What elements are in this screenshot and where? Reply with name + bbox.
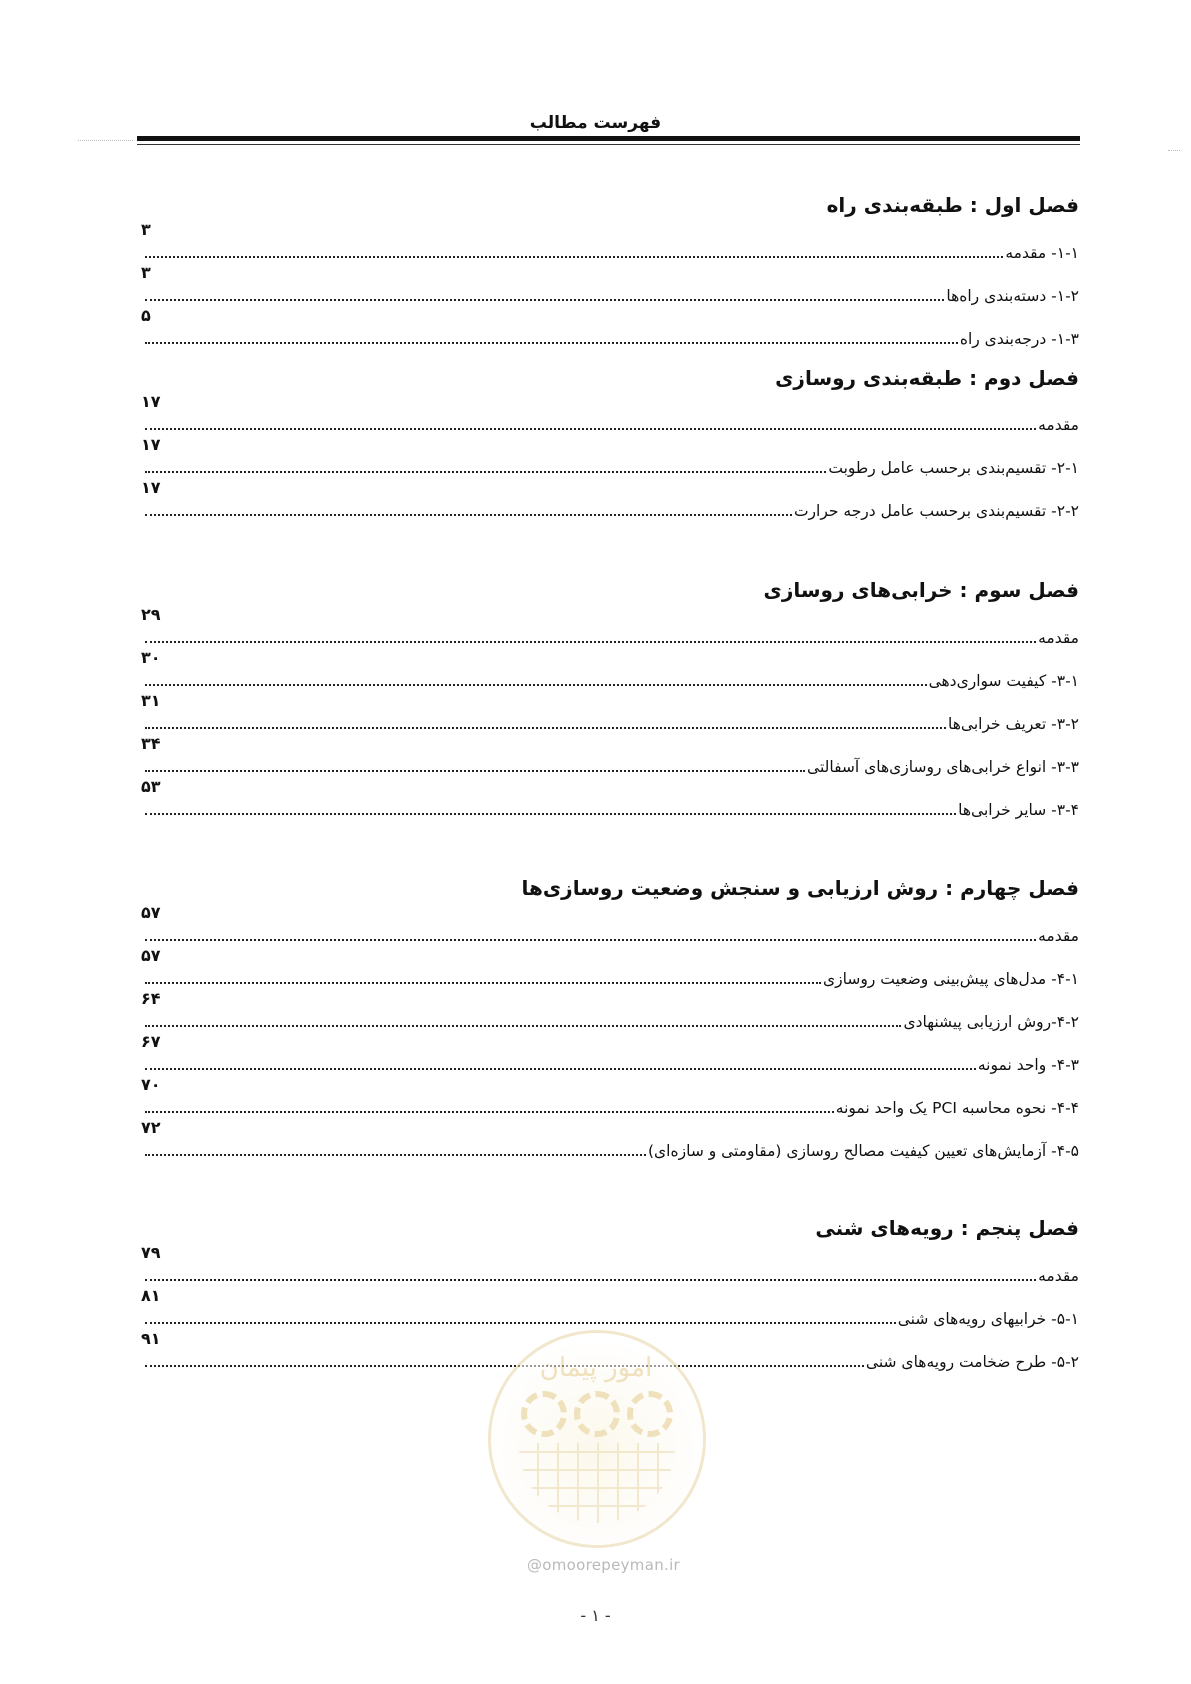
toc-entry-page: ۵۷ — [141, 946, 161, 965]
toc-entry-page: ۹۱ — [141, 1329, 161, 1348]
dot-leader — [145, 641, 1036, 643]
toc-entry[interactable] — [141, 946, 1079, 988]
scan-artifact — [1168, 150, 1180, 152]
toc-entry-label: ۳-۴- سایر خرابی‌ها — [958, 801, 1079, 819]
toc-entry-page: ۳۰ — [141, 648, 161, 667]
dot-leader — [145, 939, 1036, 941]
dot-leader — [145, 1154, 646, 1156]
toc-entry-label: ۲-۲- تقسیم‌بندی برحسب عامل درجه حرارت — [793, 502, 1079, 520]
gear-icon — [627, 1391, 673, 1437]
dot-leader — [145, 514, 792, 516]
page-number: - ۱ - — [580, 1606, 611, 1625]
toc-entry[interactable] — [141, 1286, 1079, 1328]
toc-entry-label: ۴-۵- آزمایش‌های تعیین کیفیت مصالح روسازی (مقاومتی و سازه‌ای) — [648, 1142, 1079, 1160]
watermark-seal — [488, 1330, 706, 1548]
dot-leader — [145, 813, 956, 815]
chapter-title: فصل دوم : طبقه‌بندی روسازی — [775, 366, 1079, 390]
dot-leader — [145, 471, 826, 473]
toc-entry-page: ۱۷ — [141, 435, 161, 454]
dot-leader — [145, 1365, 864, 1367]
chapter-title: فصل اول : طبقه‌بندی راه — [826, 193, 1079, 217]
toc-entry[interactable] — [141, 263, 1079, 305]
toc-entry[interactable] — [141, 306, 1079, 348]
toc-entry[interactable] — [141, 392, 1079, 434]
toc-entry[interactable] — [141, 1032, 1079, 1074]
toc-entry-label: ۴-۴- نحوه محاسبه PCI یک واحد نمونه — [835, 1099, 1079, 1117]
chapter-title: فصل چهارم : روش ارزیابی و سنجش وضعیت روسازی‌ها — [521, 876, 1079, 900]
toc-entry-label: ۴-۱- مدل‌های پیش‌بینی وضعیت روسازی — [823, 970, 1079, 988]
toc-entry-page: ۵ — [141, 306, 151, 325]
toc-entry-page: ۷۹ — [141, 1243, 161, 1262]
toc-entry-label: ۳-۲- تعریف خرابی‌ها — [948, 715, 1079, 733]
chapter-title: فصل سوم : خرابی‌های روسازی — [763, 578, 1079, 602]
chapter-title: فصل پنجم : رویه‌های شنی — [815, 1216, 1079, 1240]
dot-leader — [145, 770, 805, 772]
page-title: فهرست مطالب — [529, 113, 662, 133]
toc-entry-label: ۳-۳- انواع خرابی‌های روسازی‌های آسفالتی — [807, 758, 1079, 776]
toc-entry[interactable] — [141, 478, 1079, 520]
toc-entry[interactable] — [141, 1118, 1079, 1160]
toc-entry-page: ۳ — [141, 220, 151, 239]
toc-entry-page: ۳۴ — [141, 734, 161, 753]
toc-entry-label: مقدمه — [1038, 927, 1079, 945]
toc-entry[interactable] — [141, 435, 1079, 477]
dot-leader — [145, 299, 944, 301]
dot-leader — [145, 342, 958, 344]
toc-entry[interactable] — [141, 220, 1079, 262]
toc-entry-page: ۱۷ — [141, 392, 161, 411]
toc-entry-label: ۱-۳- درجه‌بندی راه — [959, 330, 1079, 348]
watermark-grid — [519, 1443, 675, 1523]
toc-entry[interactable] — [141, 605, 1079, 647]
dot-leader — [145, 1111, 834, 1113]
dot-leader — [145, 1025, 901, 1027]
dot-leader — [145, 684, 927, 686]
toc-entry[interactable] — [141, 1243, 1079, 1285]
toc-entry[interactable] — [141, 1075, 1079, 1117]
toc-entry-page: ۳ — [141, 263, 151, 282]
dot-leader — [145, 256, 1003, 258]
dot-leader — [145, 727, 946, 729]
watermark-script: امور پیمان — [539, 1353, 653, 1383]
gear-icon — [521, 1391, 567, 1437]
toc-entry-page: ۶۷ — [141, 1032, 161, 1051]
toc-entry[interactable] — [141, 691, 1079, 733]
toc-entry-label: ۴-۲-روش ارزیابی پیشنهادی — [903, 1013, 1079, 1031]
toc-entry-label: ۵-۲- طرح ضخامت رویه‌های شنی — [865, 1353, 1079, 1371]
toc-entry-page: ۷۲ — [141, 1118, 161, 1137]
toc-entry-page: ۳۱ — [141, 691, 161, 710]
toc-entry-label: ۴-۳- واحد نمونه — [977, 1056, 1079, 1074]
gear-icon — [574, 1391, 620, 1437]
toc-entry-label: ۳-۱- کیفیت سواری‌دهی — [928, 672, 1079, 690]
toc-entry-label: مقدمه — [1038, 629, 1079, 647]
header-rule — [137, 136, 1080, 141]
dot-leader — [145, 428, 1036, 430]
toc-entry-label: ۱-۱- مقدمه — [1005, 244, 1079, 262]
toc-entry[interactable] — [141, 989, 1079, 1031]
toc-entry[interactable] — [141, 777, 1079, 819]
header-rule-thin — [137, 144, 1080, 145]
toc-entry[interactable] — [141, 648, 1079, 690]
toc-entry-page: ۱۷ — [141, 478, 161, 497]
dot-leader — [145, 1068, 976, 1070]
toc-entry-page: ۲۹ — [141, 605, 161, 624]
toc-entry-label: مقدمه — [1038, 416, 1079, 434]
toc-entry-label: مقدمه — [1038, 1267, 1079, 1285]
toc-entry-page: ۶۴ — [141, 989, 161, 1008]
watermark-url: @omoorepeyman.ir — [526, 1556, 681, 1574]
toc-entry-page: ۵۷ — [141, 903, 161, 922]
scan-artifact — [78, 140, 133, 142]
toc-entry-page: ۷۰ — [141, 1075, 161, 1094]
toc-entry-page: ۸۱ — [141, 1286, 161, 1305]
toc-entry[interactable] — [141, 734, 1079, 776]
dot-leader — [145, 982, 821, 984]
toc-entry-page: ۵۳ — [141, 777, 161, 796]
dot-leader — [145, 1322, 896, 1324]
toc-entry[interactable] — [141, 903, 1079, 945]
toc-entry-label: ۵-۱- خرابیهای رویه‌های شنی — [897, 1310, 1079, 1328]
dot-leader — [145, 1279, 1036, 1281]
toc-entry-label: ۲-۱- تقسیم‌بندی برحسب عامل رطوبت — [828, 459, 1079, 477]
toc-entry-label: ۱-۲- دسته‌بندی راه‌ها — [946, 287, 1079, 305]
